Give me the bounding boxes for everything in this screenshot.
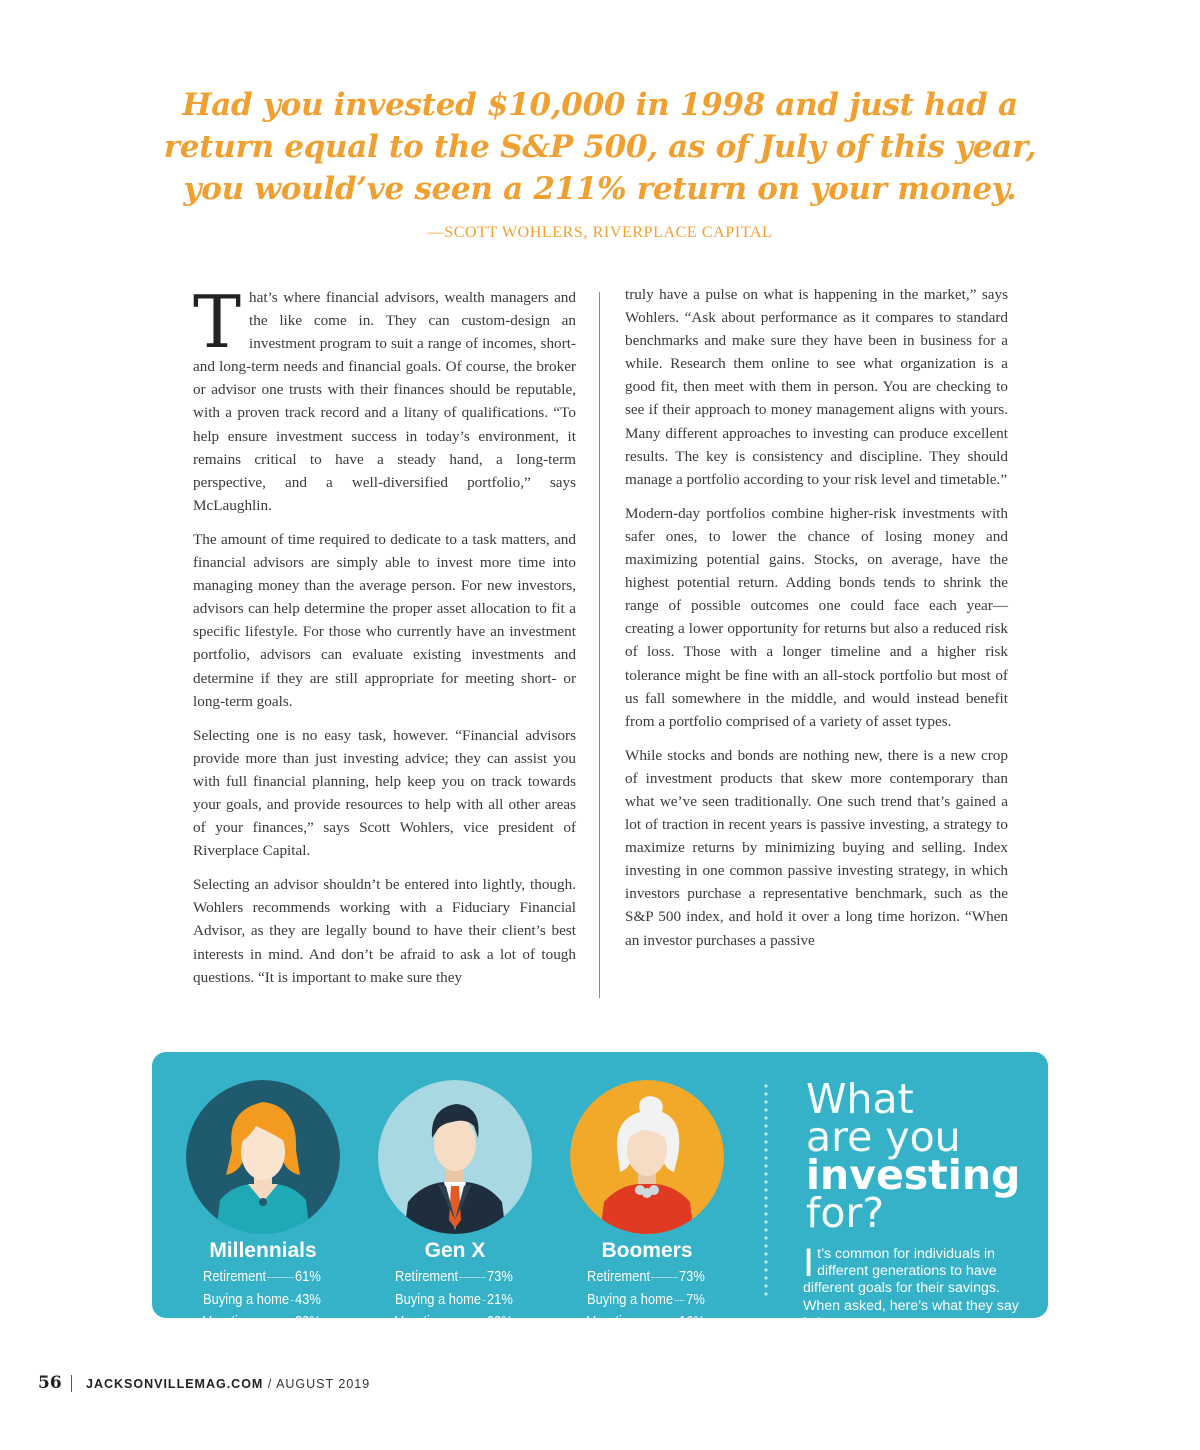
generation-name: Gen X — [424, 1239, 486, 1262]
infographic-title — [806, 1075, 1021, 1237]
generation-millennials — [186, 1080, 340, 1330]
generation-name: Boomers — [601, 1239, 693, 1262]
stat-leader — [675, 1300, 685, 1301]
stat-value: 61% — [294, 1268, 321, 1285]
title-line: investing — [806, 1151, 1021, 1199]
stat-leader — [268, 1277, 293, 1278]
generation-genx — [378, 1080, 532, 1330]
column-divider — [599, 292, 600, 998]
stat-label: Retirement — [587, 1268, 651, 1285]
drop-cap: T — [193, 280, 242, 364]
stat-value: 73% — [486, 1268, 513, 1285]
stat-value: 16% — [678, 1313, 705, 1330]
generation-boomers — [570, 1080, 724, 1330]
article-paragraph: truly have a pulse on what is happening in the market,” says Wohlers. “Ask about performance as it compares to standard benchmarks and make sure they have been in business for a while. Research them online to see what organization is a good fit, then meet with them in person. You are checking to see if their approach to money management aligns with yours. Many different approaches to investing can produce excellent results. The key is consistency and discipline. They should manage a portfolio according to your risk level and timetable.” — [625, 286, 1008, 488]
pull-quote-line: Had you invested $10,000 in 1998 and just had a — [182, 87, 1018, 123]
article-column-right — [625, 283, 1008, 963]
stat-leader — [638, 1322, 677, 1323]
stat-leader — [446, 1322, 485, 1323]
genx-man-icon — [378, 1080, 532, 1234]
stat-leader — [291, 1300, 293, 1301]
generation-stats — [395, 1268, 513, 1336]
dotted-divider — [764, 1082, 768, 1296]
title-line: What — [806, 1075, 914, 1123]
stat-value: 7% — [686, 1290, 705, 1308]
article-column-left — [193, 280, 576, 1000]
stat-value: 43% — [294, 1290, 321, 1308]
infographic-description — [803, 1241, 1023, 1332]
stat-leader — [483, 1300, 485, 1301]
stat-label: Vacation — [587, 1313, 637, 1330]
stat-row — [587, 1268, 705, 1291]
source-credit: Source: Stash — [884, 1315, 951, 1330]
stat-label: Buying a home — [587, 1290, 674, 1308]
stat-row — [587, 1291, 705, 1314]
stat-row — [587, 1313, 705, 1336]
article-paragraph — [193, 280, 576, 517]
millennial-woman-icon — [186, 1080, 340, 1234]
title-line: for? — [806, 1189, 885, 1237]
article-paragraph: Modern-day portfolios combine higher-risk investments with safer ones, to lower the chance of losing money and maximizing potential gains. Stocks, on average, have the highest potential return. Adding bonds tends to shrink the range of possible outcomes one could face each year—creating a lower opportunity for returns but also a reduced risk of loss. Those with a longer timeline and a higher risk tolerance might be fine with an all-stock portfolio but most of us fall somewhere in the middle, and would instead benefit from a portfolio comprised of a variety of asset types. — [625, 504, 1008, 730]
stat-row — [203, 1268, 321, 1291]
pull-quote-text — [0, 84, 1200, 210]
generation-stats — [203, 1268, 321, 1336]
stat-leader — [652, 1277, 677, 1278]
infographic-box — [152, 1052, 1048, 1331]
article-paragraph: While stocks and bonds are nothing new, there is a new crop of investment products that skew more contemporary than what we’ve seen traditionally. One such trend that’s gained a lot of traction in recent years is passive investing, a strategy to maximize returns by minimizing buying and selling. Index investing in one common passive investing strategy, in which investors purchase a representative benchmark, such as the S&P 500 index, and hold it over a long time horizon. “When an investor purchases a passive — [625, 746, 1008, 949]
description-text: t’s common for individuals in different generations to have different goals for their savings. When asked, here’s what they say is important. — [803, 1246, 1019, 1331]
article-paragraph: Selecting one is no easy task, however. “Financial advisors provide more than just investing advice; they can assist you with full financial planning, help keep you on track towards your goals, and provide resources to help with all other areas of your finances,” says Scott Wohlers, vice president of Riverplace Capital. — [193, 726, 576, 860]
article-paragraph: Selecting an advisor shouldn’t be entered into lightly, though. Wohlers recommends working with a Fiduciary Financial Advisor, as they are legally bound to have their client’s best interests in mind. And don’t be afraid to ask a lot of tough questions. “It is important to make sure they — [193, 876, 576, 986]
stat-label: Buying a home — [395, 1290, 482, 1308]
pull-quote — [0, 84, 1200, 242]
stat-label: Vacation — [203, 1313, 253, 1330]
pull-quote-line: you would’ve seen a 211% return on your money. — [183, 171, 1017, 207]
stat-leader — [254, 1322, 293, 1323]
stat-row — [395, 1291, 513, 1314]
footer-divider — [71, 1375, 72, 1392]
generation-stats — [587, 1268, 705, 1336]
generation-name: Millennials — [209, 1239, 317, 1262]
footer-text — [86, 1377, 370, 1391]
paragraph-text: hat’s where financial advisors, wealth managers and the like come in. They can custom-design an investment program to suit a range of incomes, short- and long-term needs and financial goals. Of course, the broker or advisor one trusts with their finances should be reputable, with a proven track record and a litany of qualifications. “To help ensure investment success in today’s environment, it remains critical to have a steady hand, a long-term perspective, and a well-diversified portfolio,” says McLaughlin. — [193, 289, 576, 514]
stat-label: Buying a home — [203, 1290, 290, 1308]
stat-label: Retirement — [395, 1268, 459, 1285]
site-name: JACKSONVILLEMAG.COM — [86, 1377, 264, 1391]
pull-quote-attribution: —SCOTT WOHLERS, RIVERPLACE CAPITAL — [427, 224, 773, 241]
title-line: are you — [806, 1113, 961, 1161]
drop-cap: I — [803, 1241, 815, 1285]
stat-row — [203, 1313, 321, 1336]
stat-value: 23% — [486, 1313, 513, 1330]
stat-value: 73% — [678, 1268, 705, 1285]
stat-leader — [460, 1277, 485, 1278]
stat-value: 21% — [486, 1290, 513, 1308]
article-paragraph: The amount of time required to dedicate to a task matters, and financial advisors are simply able to invest more time into managing money than the average person. For new investors, advisors can help determine the proper asset allocation to fit a specific lifestyle. For those who currently have an investment portfolio, advisors can evaluate existing investments and determine if they are still appropriate for meeting short- or long-term goals. — [193, 530, 576, 710]
page-number: 56 — [38, 1373, 62, 1393]
pull-quote-line: return equal to the S&P 500, as of July of this year, — [163, 129, 1037, 165]
stat-value: 33% — [294, 1313, 321, 1330]
issue-date: / AUGUST 2019 — [263, 1377, 371, 1391]
stat-row — [395, 1268, 513, 1291]
stat-label: Retirement — [203, 1268, 267, 1285]
stat-row — [203, 1291, 321, 1314]
stat-label: Vacation — [395, 1313, 445, 1330]
boomer-woman-icon — [570, 1080, 724, 1234]
stat-row — [395, 1313, 513, 1336]
